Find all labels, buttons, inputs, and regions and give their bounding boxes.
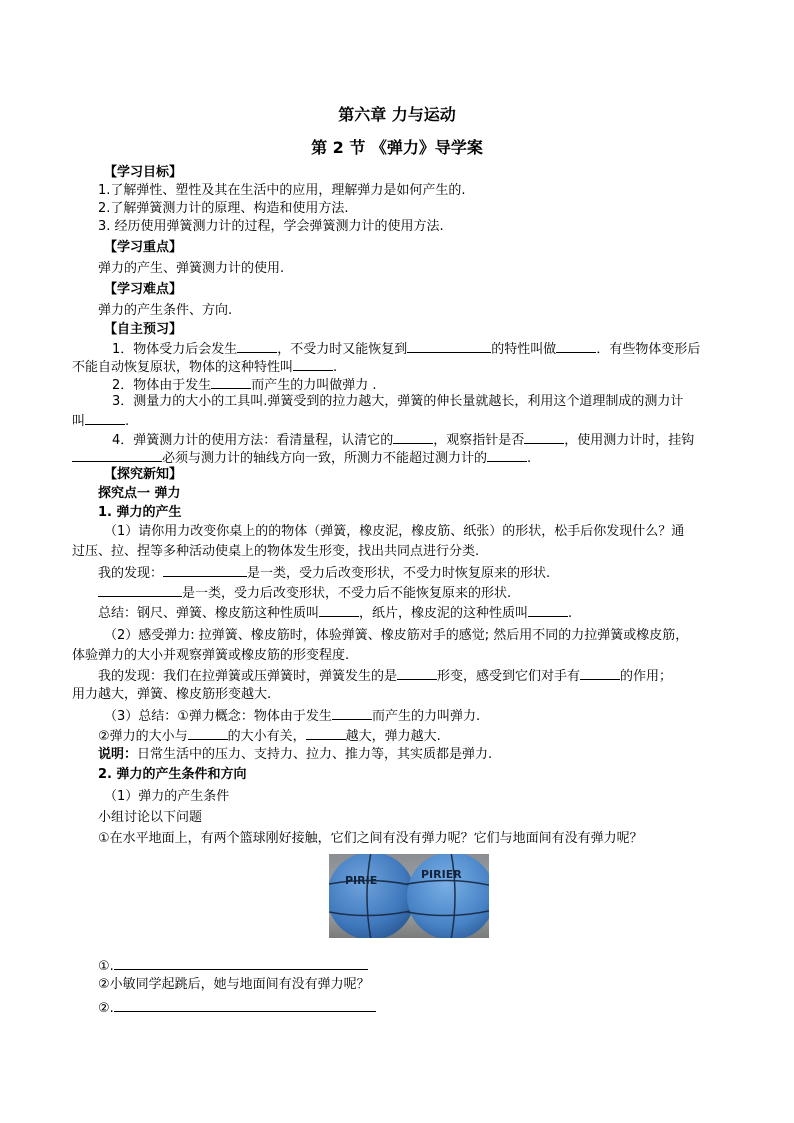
answer-blank[interactable] xyxy=(293,357,333,371)
right-basketball xyxy=(407,854,489,938)
explore-heading: 【探究新知】 xyxy=(104,467,183,482)
text: ，纸片，橡皮泥的这种性质叫 xyxy=(359,606,529,621)
lesson-title: 第 2 节 《弹力》导学案 xyxy=(311,138,483,157)
answer-blank[interactable] xyxy=(163,563,247,577)
text: 我的发现：我们在拉弹簧或压弹簧时，弹簧发生的是 xyxy=(98,669,398,684)
answer-blank[interactable] xyxy=(528,603,568,617)
chapter-title: 第六章 力与运动 xyxy=(338,105,456,124)
goal-2: 2.了解弹簧测力计的原理、构造和使用方法. xyxy=(98,201,349,216)
text: ，不受力时又能恢复到 xyxy=(277,342,408,357)
text: 不能自动恢复原状，物体的这种特性叫 xyxy=(72,360,294,375)
difficulty-points: 弹力的产生条件、方向. xyxy=(98,303,233,318)
text: 2．物体由于发生 xyxy=(112,378,212,393)
preview-q1 xyxy=(112,339,700,359)
text: 越大，弹力越大. xyxy=(345,729,441,744)
text: 的特性叫做 xyxy=(491,342,557,357)
section-2-title: 2. 弹力的产生条件和方向 xyxy=(98,767,247,782)
finding-3 xyxy=(98,666,672,686)
goal-1: 1.了解弹性、塑性及其在生活中的应用，理解弹力是如何产生的. xyxy=(98,183,466,198)
preview-q2 xyxy=(112,375,377,395)
preview-q3-cont xyxy=(72,411,129,431)
preview-q3: 3．测量力的大小的工具叫.弹簧受到的拉力越大，弹簧的伸长量就越长，利用这个道理制成的测力计 xyxy=(112,394,684,409)
text: （3）总结：①弹力概念：物体由于发生 xyxy=(104,709,332,724)
group-discussion: 小组讨论以下问题 xyxy=(98,810,203,825)
goal-3: 3. 经历使用弹簧测力计的过程，学会弹簧测力计的使用方法. xyxy=(98,219,444,234)
right-ball-brand: PIRIER xyxy=(421,868,462,881)
answer-blank[interactable] xyxy=(397,666,437,680)
text: ②. xyxy=(98,1001,114,1016)
note-label: 说明： xyxy=(98,747,138,762)
explore-point-1: 探究点一 弹力 xyxy=(98,486,181,501)
preview-q4 xyxy=(112,430,694,450)
question-jump: ②小敏同学起跳后，她与地面间有没有弹力呢？ xyxy=(98,977,370,992)
note-text: 日常生活中的压力、支持力、拉力、推力等，其实质都是弹力. xyxy=(137,747,493,762)
text: 总结：钢尺、弹簧、橡皮筋这种性质叫 xyxy=(98,606,320,621)
preview-heading: 【自主预习】 xyxy=(104,322,183,337)
finding-3-cont: 用力越大，弹簧、橡皮筋形变越大. xyxy=(72,687,272,702)
basketballs-photo xyxy=(329,854,489,938)
text: 是一类，受力后改变形状，不受力后不能恢复原来的形状. xyxy=(182,586,512,601)
left-ball-brand: PIRIE xyxy=(345,874,378,887)
answer-blank[interactable] xyxy=(332,706,372,720)
text: ②弹力的大小与 xyxy=(98,729,188,744)
text: 我的发现： xyxy=(98,566,164,581)
answer-blank[interactable] xyxy=(188,726,228,740)
answer-blank[interactable] xyxy=(114,956,368,970)
goals-heading: 【学习目标】 xyxy=(104,165,183,180)
text: 形变，感受到它们对手有 xyxy=(437,669,581,684)
answer-blank[interactable] xyxy=(524,430,564,444)
key-heading: 【学习重点】 xyxy=(104,240,183,255)
text: 4．弹簧测力计的使用方法：看清量程，认清它的 xyxy=(112,433,394,448)
preview-q4-cont xyxy=(72,448,531,468)
text: 的大小有关， xyxy=(227,729,306,744)
question-basketballs: ①在水平地面上，有两个篮球刚好接触，它们之间有没有弹力呢？它们与地面间有没有弹力呢？ xyxy=(98,831,643,846)
answer-blank[interactable] xyxy=(556,339,596,353)
answer-blank[interactable] xyxy=(487,448,527,462)
finding-1 xyxy=(98,563,550,583)
text: 的作用； xyxy=(620,669,673,684)
activity-1: （1）请你用力改变你桌上的的物体（弹簧，橡皮泥，橡皮筋、纸张）的形状，松手后你发现什么？通 xyxy=(104,524,685,539)
preview-q1-cont xyxy=(72,357,337,377)
text: 1．物体受力后会发生 xyxy=(112,342,238,357)
finding-2 xyxy=(98,583,511,603)
summary-magnitude xyxy=(98,726,441,746)
text: 叫 xyxy=(72,414,86,429)
answer-1 xyxy=(98,956,368,976)
answer-blank[interactable] xyxy=(306,726,346,740)
condition-heading: （1）弹力的产生条件 xyxy=(104,789,230,804)
section-1-title: 1. 弹力的产生 xyxy=(98,505,182,520)
answer-blank[interactable] xyxy=(72,448,162,462)
difficulty-heading: 【学习难点】 xyxy=(104,282,183,297)
answer-blank[interactable] xyxy=(393,430,433,444)
answer-blank[interactable] xyxy=(580,666,620,680)
text: 是一类，受力后改变形状，不受力时恢复原来的形状. xyxy=(247,566,551,581)
activity-2-cont: 体验弹力的大小并观察弹簧或橡皮筋的形变程度. xyxy=(72,648,350,663)
text: ，使用测力计时，挂钩 xyxy=(564,433,695,448)
answer-blank[interactable] xyxy=(237,339,277,353)
text: ，观察指针是否 xyxy=(433,433,525,448)
text: 而产生的力叫做弹力 . xyxy=(251,378,377,393)
answer-blank[interactable] xyxy=(319,603,359,617)
text: 而产生的力叫弹力. xyxy=(371,709,481,724)
answer-blank[interactable] xyxy=(114,998,376,1012)
text: 必须与测力计的轴线方向一致，所测力不能超过测力计的 xyxy=(162,451,488,466)
answer-blank[interactable] xyxy=(211,375,251,389)
text: . xyxy=(125,414,130,429)
answer-blank[interactable] xyxy=(85,411,125,425)
text: ．有些物体变形后 xyxy=(596,342,701,357)
text: . xyxy=(333,360,338,375)
note-line xyxy=(98,746,492,764)
activity-2: （2）感受弹力: 拉弹簧、橡皮筋时，体验弹簧、橡皮筋对手的感觉; 然后用不同的力拉弹簧或橡皮筋， xyxy=(104,628,689,643)
summary-concept xyxy=(104,706,480,726)
text: . xyxy=(568,606,573,621)
text: ①. xyxy=(98,959,114,974)
answer-blank[interactable] xyxy=(407,339,491,353)
summary-1 xyxy=(98,603,572,623)
left-basketball xyxy=(329,854,415,938)
answer-2 xyxy=(98,998,376,1018)
answer-blank[interactable] xyxy=(98,583,182,597)
text: . xyxy=(527,451,532,466)
key-points: 弹力的产生、弹簧测力计的使用. xyxy=(98,261,285,276)
basketballs-illustration xyxy=(329,854,489,938)
activity-1-cont: 过压、拉、捏等多种活动使桌上的物体发生形变，找出共同点进行分类. xyxy=(72,544,480,559)
